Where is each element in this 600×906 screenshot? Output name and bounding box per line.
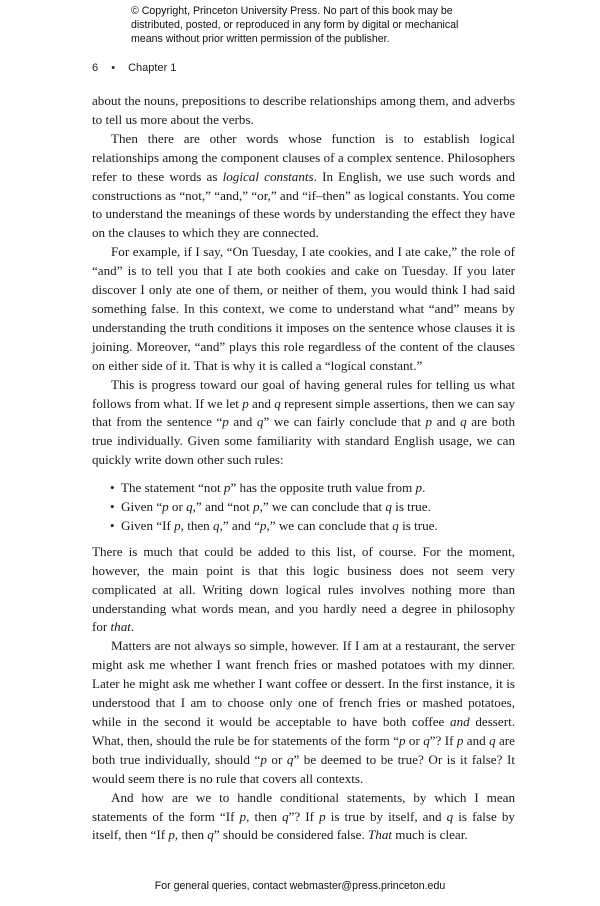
italic-run: q <box>489 732 496 748</box>
italic-run: q <box>256 414 264 430</box>
italic-run: p <box>174 517 181 533</box>
rule-item: • The statement “not p” has the opposite truth value from p. <box>110 479 515 498</box>
italic-run: q <box>286 751 294 767</box>
running-head-separator: • <box>111 62 116 74</box>
italic-run: that <box>110 619 131 635</box>
italic-run: p <box>223 480 231 496</box>
copyright-line: means without prior written permission of the publisher. <box>131 33 390 45</box>
rule-list <box>92 479 515 536</box>
footer-contact: For general queries, contact webmaster@press.princeton.edu <box>154 880 446 892</box>
italic-run: p <box>415 480 423 496</box>
italic-run: p <box>162 499 169 515</box>
italic-run: q <box>460 414 467 430</box>
italic-run: q <box>282 808 289 824</box>
italic-run: q <box>274 395 281 411</box>
italic-run: q <box>207 827 214 843</box>
italic-run: p <box>319 808 326 824</box>
italic-run: p <box>239 808 247 824</box>
paragraph: There is much that could be added to this list, of course. For the moment, however, the main point is that this logic business does not seem very complicated at all. Writing down logical rules involves nothing more than understanding what words mean, and you hardly need a degree in philosophy for that. <box>92 543 515 635</box>
paragraph: And how are we to handle conditional statements, by which I mean statements of the form “If p, then q”? If p is true by itself, and q is false by itself, then “If p, then q” should be considered false. That much is clear. <box>92 789 515 843</box>
italic-run: p <box>456 732 464 748</box>
italic-run: p <box>260 751 267 767</box>
body-text <box>92 92 515 845</box>
running-head <box>92 62 176 74</box>
page-number: 6 <box>92 62 99 74</box>
italic-run: q <box>186 499 193 515</box>
paragraph: For example, if I say, “On Tuesday, I ate cookies, and I ate cake,” the role of “and” is to tell you that I ate both cookies and cake on Tuesday. If you later discover I only ate one of them, or neither of them, you would think I had said something false. In this context, we come to understand what “and” means by understanding the truth conditions it imposes on the sentence whose clauses it is joining. Moreover, “and” plays this role regardless of the content of the clauses on either side of it. That is why it is called a “logical constant.” <box>92 244 515 373</box>
italic-run: q <box>385 499 392 515</box>
italic-run: p <box>222 414 229 430</box>
italic-run: p <box>425 414 432 430</box>
italic-run: p <box>398 732 406 748</box>
italic-run: p <box>242 395 249 411</box>
paragraph: Then there are other words whose function is to establish logical relationships among the component clauses of a complex sentence. Philosophers refer to these words as logical constants. In English, we use such words and constructions as “not,” “and,” “or,” and “if–then” as logical constants. You come to understand the meanings of these words by understanding the effect they have on the clauses to which they are connected. <box>92 130 516 241</box>
italic-run: That <box>368 827 393 843</box>
rule-item: • Given “p or q,” and “not p,” we can conclude that q is true. <box>110 498 515 517</box>
paragraph: about the nouns, prepositions to describe relationships among them, and adverbs to tell us more about the verbs. <box>92 93 515 127</box>
chapter-label: Chapter 1 <box>128 62 177 74</box>
rule-item: • Given “If p, then q,” and “p,” we can conclude that q is true. <box>110 517 515 536</box>
italic-run: and <box>450 714 470 729</box>
italic-run: p <box>259 517 267 533</box>
paragraph: Matters are not always so simple, however. If I am at a restaurant, the server might ask me whether I want french fries or mashed potatoes with my dinner. Later he might ask me whether I want coffee or dessert. In the first instance, it is understood that I am to choose only one of french fries or mashed potatoes, while in the second it would be acceptable to have both coffee and dessert. What, then, should the rule be for statements of the form “p or q”? If p and q are both true individually, should “p or q” be deemed to be true? Or is it false? It would seem there is no rule that covers all contexts. <box>92 638 515 786</box>
italic-run: p <box>253 499 260 515</box>
italic-run: q <box>423 732 430 748</box>
copyright-notice <box>131 4 471 46</box>
paragraph: This is progress toward our goal of having general rules for telling us what follows from what. If we let p and q represent simple assertions, then we can say that from the sentence “p and q” we can fairly conclude that p and q are both true individually. Given some familiarity with standard English usage, we can quickly write down other such rules: <box>92 376 516 468</box>
italic-run: q <box>213 517 220 533</box>
italic-run: q <box>446 808 454 824</box>
copyright-line: distributed, posted, or reproduced in any form by digital or mechanical <box>131 19 459 31</box>
italic-run: q <box>392 517 399 533</box>
italic-run: logical constants <box>222 168 314 184</box>
copyright-line: © Copyright, Princeton University Press. No part of this book may be <box>131 5 453 17</box>
italic-run: p <box>168 827 175 843</box>
